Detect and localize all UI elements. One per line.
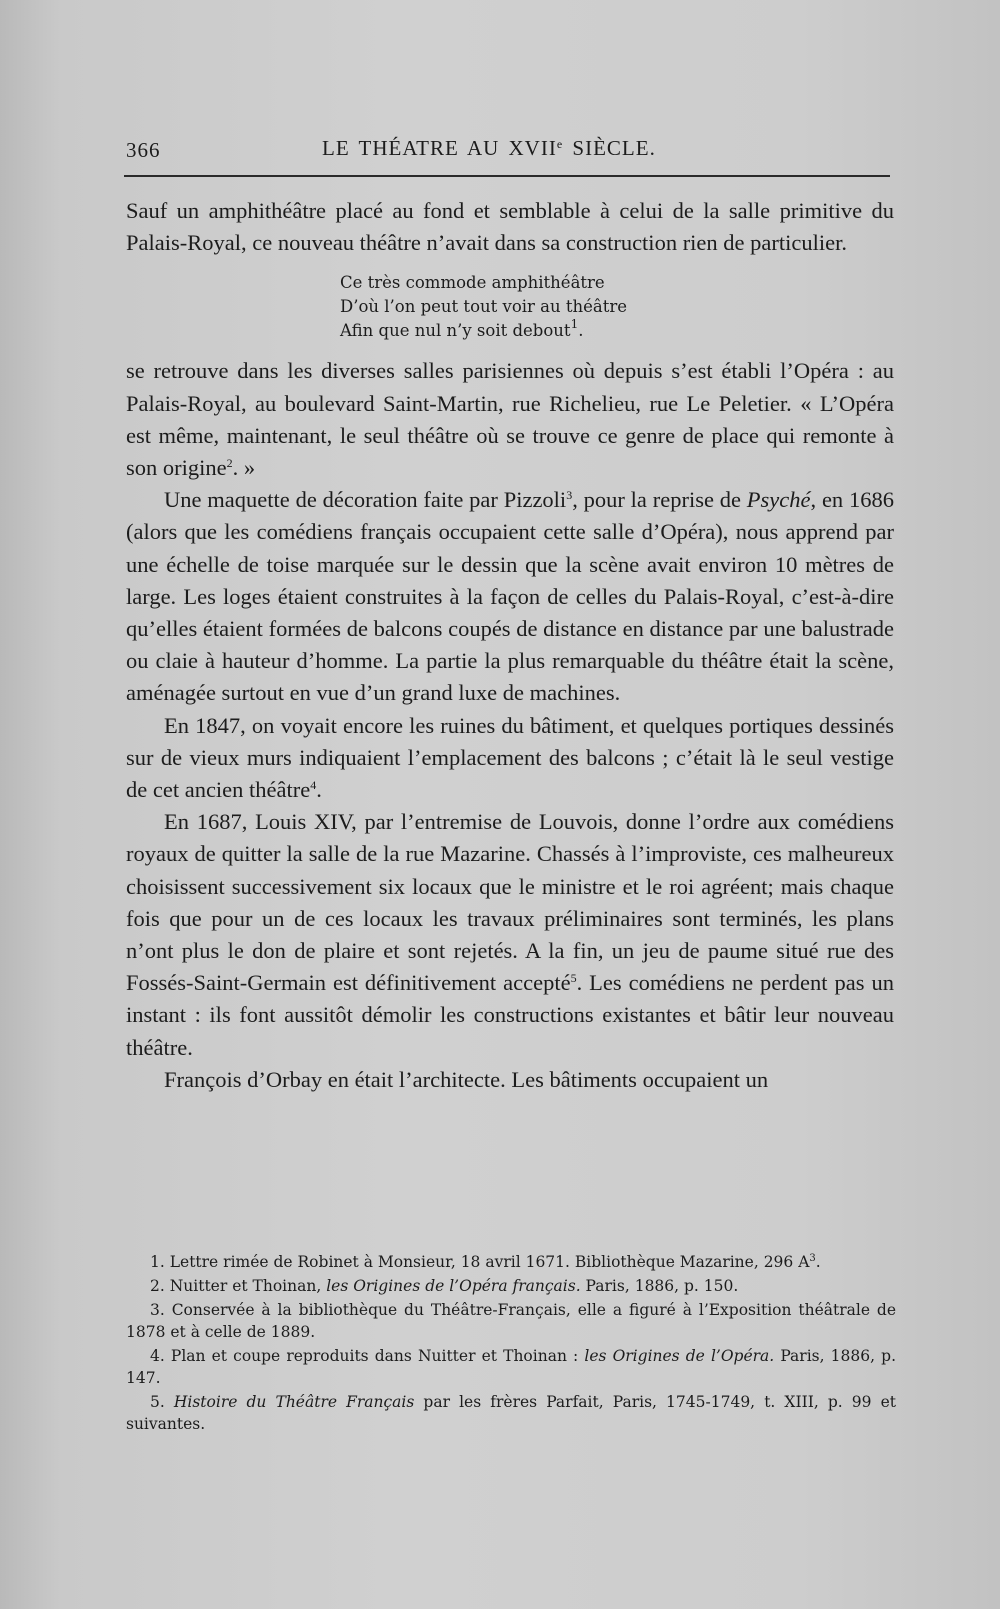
paragraph-4-text: En 1847, on voyait encore les ruines du bâtiment, et quelques portiques dessinés sur de vieux murs indiquaient l’emplacement des balcons ; c’était là le seul vestige de cet ancien théâtre xyxy=(126,712,894,803)
running-title-main: LE THÉATRE AU XVII xyxy=(322,136,557,160)
footnote-ref-5[interactable]: 5 xyxy=(570,971,577,986)
footnote-5-number: 5. xyxy=(150,1393,165,1411)
footnote-4 xyxy=(126,1345,896,1389)
page-number: 366 xyxy=(126,138,161,162)
paragraph-3-text-a: Une maquette de décoration faite par Pizzoli xyxy=(164,487,567,513)
paragraph-4 xyxy=(126,710,894,807)
footnote-1-text: Lettre rimée de Robinet à Monsieur, 18 avril 1671. Bibliothèque Mazarine, 296 A xyxy=(164,1253,810,1271)
footnote-2 xyxy=(126,1275,896,1297)
work-title-psyche: Psyché xyxy=(746,487,811,513)
verse-line-1: Ce très commode amphithéâtre xyxy=(340,273,605,293)
verse-line-3-text: Afin que nul n’y soit debout xyxy=(340,321,571,341)
footnote-1-end: . xyxy=(815,1253,821,1271)
verse-line-3-end: . xyxy=(578,321,584,341)
footnote-ref-1[interactable]: 1 xyxy=(570,317,579,332)
footnote-2-title: les Origines de l’Opéra français. xyxy=(326,1277,581,1295)
footnote-4-text-a: Plan et coupe reproduits dans Nuitter et Thoinan : xyxy=(164,1347,585,1365)
footnote-3-number: 3. xyxy=(150,1301,165,1319)
running-title xyxy=(322,136,656,161)
paragraph-5-text-b: . Les comédiens ne perdent pas un instant : ils font aussitôt démolir les constructions existantes et bâtir leur nouveau théâtre. xyxy=(126,970,894,1060)
footnote-ref-2[interactable]: 2 xyxy=(226,456,233,471)
footnote-ref-4[interactable]: 4 xyxy=(310,778,317,793)
paragraph-2-end: . » xyxy=(232,455,256,481)
paragraph-4-end: . xyxy=(316,777,322,803)
footnotes xyxy=(126,1248,896,1437)
footnote-5-title: Histoire du Théâtre Français xyxy=(164,1393,415,1411)
footnote-ref-3[interactable]: 3 xyxy=(566,488,573,503)
running-title-superscript: e xyxy=(556,137,564,151)
footnote-2-number: 2. xyxy=(150,1277,165,1295)
running-header xyxy=(126,130,890,170)
paragraph-3-text-c: , en 1686 (alors que les comédiens français occupaient cette salle d’Opéra), nous apprend par une échelle de toise marquée sur le dessin que la scène avait environ 10 mètres de large. Les loges étaient construites à la façon de celles du Palais-Royal, c’est-à-dire qu’elles étaient formées de balcons coupés de distance en distance par une balustrade ou claie à hauteur d’homme. La partie la plus remarquable du théâtre était la scène, aménagée surtout en vue d’un grand luxe de machines. xyxy=(126,487,894,706)
paragraph-3-text-b: , pour la reprise de xyxy=(572,487,747,513)
main-text xyxy=(126,195,894,1096)
running-title-end: SIÈCLE. xyxy=(563,136,656,160)
footnote-5 xyxy=(126,1391,896,1435)
verse-quote xyxy=(340,271,894,343)
footnote-2-text-b: Paris, 1886, p. 150. xyxy=(580,1277,739,1295)
footnote-4-text-b: Paris, 1886, p. 147. xyxy=(126,1347,896,1387)
footnote-1 xyxy=(126,1248,896,1273)
paragraph-5-text-a: En 1687, Louis XIV, par l’entremise de Louvois, donne l’ordre aux comédiens royaux de quitter la salle de la rue Mazarine. Chassés à l’improviste, ces malheureux choisissent successivement six locaux que le ministre et le roi agréent; mais chaque fois que pour un de ces locaux les travaux préliminaires sont terminés, les plans n’ont plus le don de plaire et sont rejetés. A la fin, un jeu de paume situé rue des Fossés-Saint-Germain est définitivement accepté xyxy=(126,809,894,996)
footnote-1-number: 1. xyxy=(150,1253,165,1271)
paragraph-2 xyxy=(126,355,894,484)
footnote-2-text-a: Nuitter et Thoinan, xyxy=(164,1277,327,1295)
header-rule xyxy=(124,175,890,177)
footnote-4-number: 4. xyxy=(150,1347,165,1365)
paragraph-6: François d’Orbay en était l’architecte. Les bâtiments occupaient un xyxy=(164,1066,769,1092)
verse-line-2: D’où l’on peut tout voir au théâtre xyxy=(340,297,628,317)
paragraph-1: Sauf un amphithéâtre placé au fond et semblable à celui de la salle primitive du Palais-Royal, ce nouveau théâtre n’avait dans sa construction rien de particulier. xyxy=(126,198,894,256)
verse-line-3 xyxy=(340,319,894,343)
footnote-3-text: Conservée à la bibliothèque du Théâtre-Français, elle a figuré à l’Exposition théâtrale de 1878 et à celle de 1889. xyxy=(126,1301,896,1341)
footnote-1-superscript: 3 xyxy=(809,1253,816,1264)
footnote-3 xyxy=(126,1299,896,1343)
footnote-4-title: les Origines de l’Opéra. xyxy=(584,1347,775,1365)
footnote-5-text-b: par les frères Parfait, Paris, 1745-1749, t. XIII, p. 99 et suivantes. xyxy=(126,1393,896,1433)
paragraph-3 xyxy=(126,484,894,709)
paragraph-2-text: se retrouve dans les diverses salles parisiennes où depuis s’est établi l’Opéra : au Palais-Royal, au boulevard Saint-Martin, rue Richelieu, rue Le Peletier. « L’Opéra est même, maintenant, le seul théâtre où se trouve ce genre de place qui remonte à son origine xyxy=(126,358,894,481)
paragraph-5 xyxy=(126,806,894,1064)
